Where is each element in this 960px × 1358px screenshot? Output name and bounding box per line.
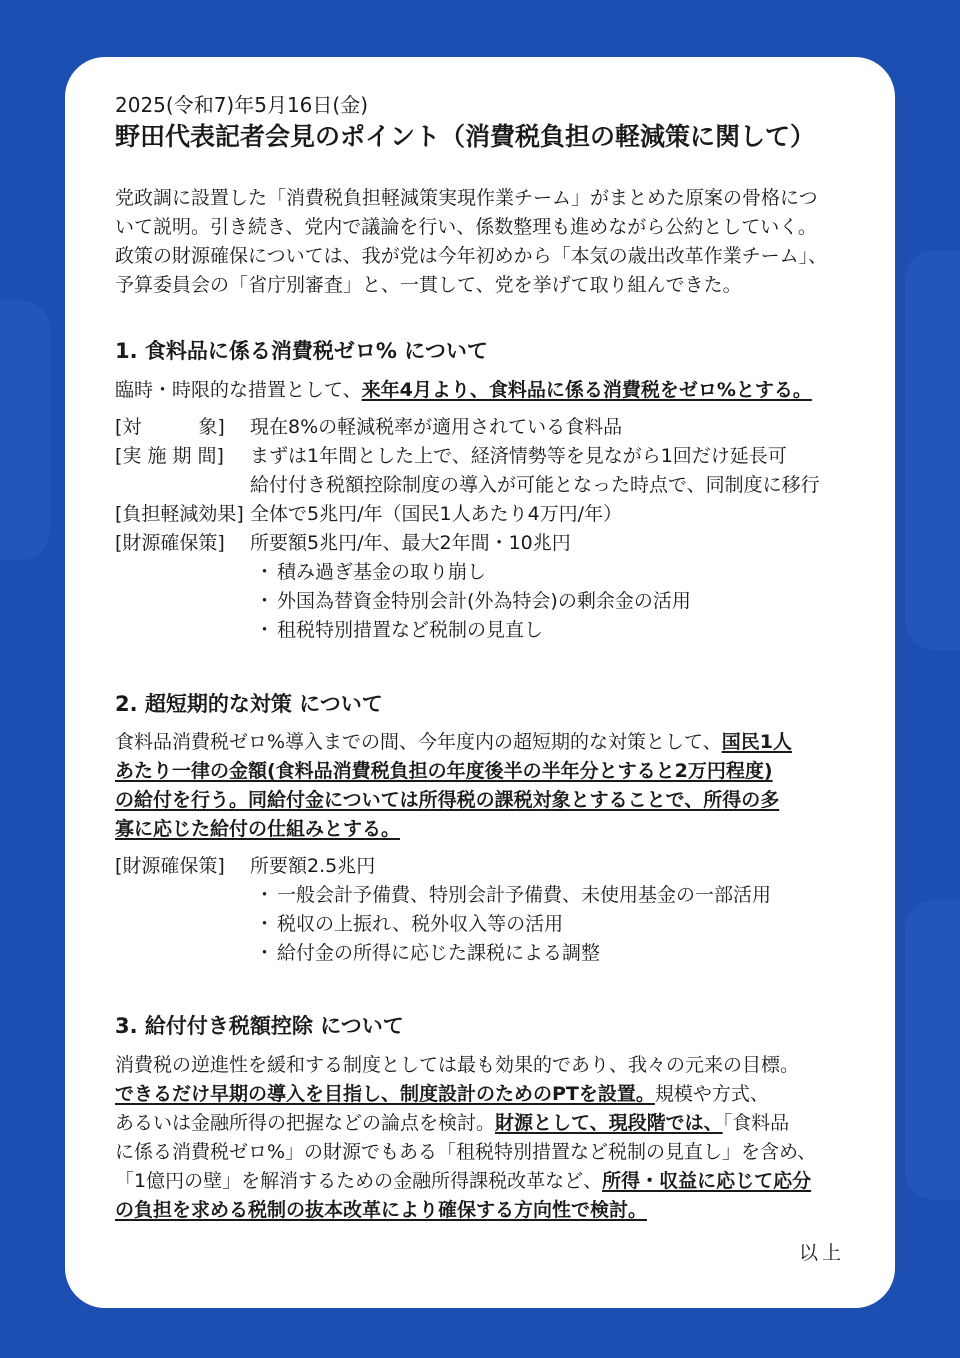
detail-label: [対 象] — [115, 416, 225, 438]
detail-row — [115, 442, 820, 471]
text-line — [115, 1051, 816, 1080]
text-segment: に係る消費税ゼロ%」の財源でもある「租税特別措置など税制の見直し」を含め、 — [115, 1141, 817, 1163]
detail-value: 所要額2.5兆円 — [250, 855, 376, 877]
text-line — [115, 1080, 816, 1109]
text-line — [115, 1167, 816, 1196]
detail-label — [115, 471, 250, 500]
section-3-body — [115, 1051, 816, 1225]
date: 2025(令和7)年5月16日(金) — [115, 93, 369, 117]
emphasized-text: あたり一律の金額(食料品消費税負担の年度後半の半年分とすると2万円程度) — [115, 760, 773, 782]
text-line — [115, 786, 792, 815]
detail-row — [115, 529, 820, 558]
text-line — [115, 184, 827, 213]
bullet-icon: ・ — [255, 619, 275, 641]
section-2-heading: 2. 超短期的な対策 について — [115, 692, 383, 716]
emphasized-text: の給付を行う。同給付金については所得税の課税対象とすることで、所得の多 — [115, 789, 780, 811]
bullet-item — [115, 939, 771, 968]
text-line — [115, 213, 827, 242]
text-line — [115, 728, 792, 757]
text-segment: 「1億円の壁」を解消するための金融所得課税改革など、 — [115, 1170, 603, 1192]
bullet-item — [115, 587, 820, 616]
bullet-icon: ・ — [255, 590, 275, 612]
text-segment: 政策の財源確保については、我が党は今年初めから「本気の歳出改革作業チーム」、 — [115, 245, 828, 267]
text-line — [115, 242, 827, 271]
text-segment: 臨時・時限的な措置として、 — [115, 379, 362, 401]
bullet-icon: ・ — [255, 561, 275, 583]
detail-label: [財源確保策] — [115, 855, 225, 877]
text-line — [115, 815, 792, 844]
detail-label: [実 施 期 間] — [115, 445, 224, 467]
page-title: 野田代表記者会見のポイント（消費税負担の軽減策に関して） — [115, 122, 816, 151]
section-1-details — [115, 413, 820, 645]
detail-value: 給付付き税額控除制度の導入が可能となった時点で、同制度に移行 — [250, 474, 820, 496]
bullet-text: 税収の上振れ、税外収入等の活用 — [277, 913, 564, 935]
section-1-lead — [115, 376, 812, 405]
text-line — [115, 1109, 816, 1138]
background-decoration — [905, 250, 960, 650]
section-3-heading: 3. 給付付き税額控除 について — [115, 1014, 404, 1038]
text-line — [115, 1196, 816, 1225]
detail-label: [負担軽減効果] — [115, 503, 244, 525]
bullet-text: 租税特別措置など税制の見直し — [277, 619, 544, 641]
bullet-icon: ・ — [255, 913, 275, 935]
emphasized-text: 来年4月より、食料品に係る消費税をゼロ%とする。 — [361, 379, 812, 401]
bullet-item — [115, 558, 820, 587]
closing-mark: 以上 — [798, 1242, 845, 1264]
bullet-icon: ・ — [255, 942, 275, 964]
detail-value: 所要額5兆円/年、最大2年間・10兆円 — [250, 532, 571, 554]
background-decoration — [0, 300, 50, 560]
emphasized-text: の負担を求める税制の抜本改革により確保する方向性で検討。 — [115, 1199, 648, 1221]
intro-paragraph — [115, 184, 827, 300]
text-segment: あるいは金融所得の把握などの論点を検討。 — [115, 1112, 496, 1134]
text-segment: 予算委員会の「省庁別審査」と、一貫して、党を挙げて取り組んできた。 — [115, 274, 742, 296]
section-2-details — [115, 852, 771, 968]
text-line — [115, 376, 812, 405]
text-line — [115, 757, 792, 786]
emphasized-text: 所得・収益に応じて応分 — [602, 1170, 812, 1192]
emphasized-text: できるだけ早期の導入を目指し、制度設計のためのPTを設置。 — [115, 1083, 655, 1105]
detail-row — [115, 852, 771, 881]
bullet-text: 積み過ぎ基金の取り崩し — [277, 561, 487, 583]
detail-value: まずは1年間とした上で、経済情勢等を見ながら1回だけ延長可 — [250, 445, 787, 467]
detail-row — [115, 413, 820, 442]
detail-row — [115, 500, 820, 529]
text-segment: 食料品消費税ゼロ%導入までの間、今年度内の超短期的な対策として、 — [115, 731, 722, 753]
emphasized-text: 国民1人 — [721, 731, 792, 753]
background-decoration — [905, 900, 960, 1200]
emphasized-text: 寡に応じた給付の仕組みとする。 — [115, 818, 401, 840]
bullet-item — [115, 616, 820, 645]
bullet-text: 一般会計予備費、特別会計予備費、未使用基金の一部活用 — [277, 884, 772, 906]
bullet-item — [115, 881, 771, 910]
detail-row — [115, 471, 820, 500]
text-segment: 消費税の逆進性を緩和する制度としては最も効果的であり、我々の元来の目標。 — [115, 1054, 800, 1076]
detail-value: 全体で5兆円/年（国民1人あたり4万円/年） — [250, 503, 623, 525]
text-segment: 「食料品 — [722, 1112, 790, 1134]
bullet-text: 外国為替資金特別会計(外為特会)の剰余金の活用 — [277, 590, 691, 612]
bullet-item — [115, 910, 771, 939]
text-segment: いて説明。引き続き、党内で議論を行い、係数整理も進めながら公約としていく。 — [115, 216, 817, 238]
section-1-heading: 1. 食料品に係る消費税ゼロ% について — [115, 339, 488, 363]
bullet-icon: ・ — [255, 884, 275, 906]
bullet-text: 給付金の所得に応じた課税による調整 — [277, 942, 601, 964]
text-segment: 規模や方式、 — [654, 1083, 769, 1105]
emphasized-text: 財源として、現段階では、 — [495, 1112, 723, 1134]
detail-value: 現在8%の軽減税率が適用されている食料品 — [250, 416, 623, 438]
text-segment: 党政調に設置した「消費税負担軽減策実現作業チーム」がまとめた原案の骨格につ — [115, 187, 818, 209]
section-2-lead — [115, 728, 792, 844]
detail-label: [財源確保策] — [115, 532, 225, 554]
text-line — [115, 271, 827, 300]
text-line — [115, 1138, 816, 1167]
